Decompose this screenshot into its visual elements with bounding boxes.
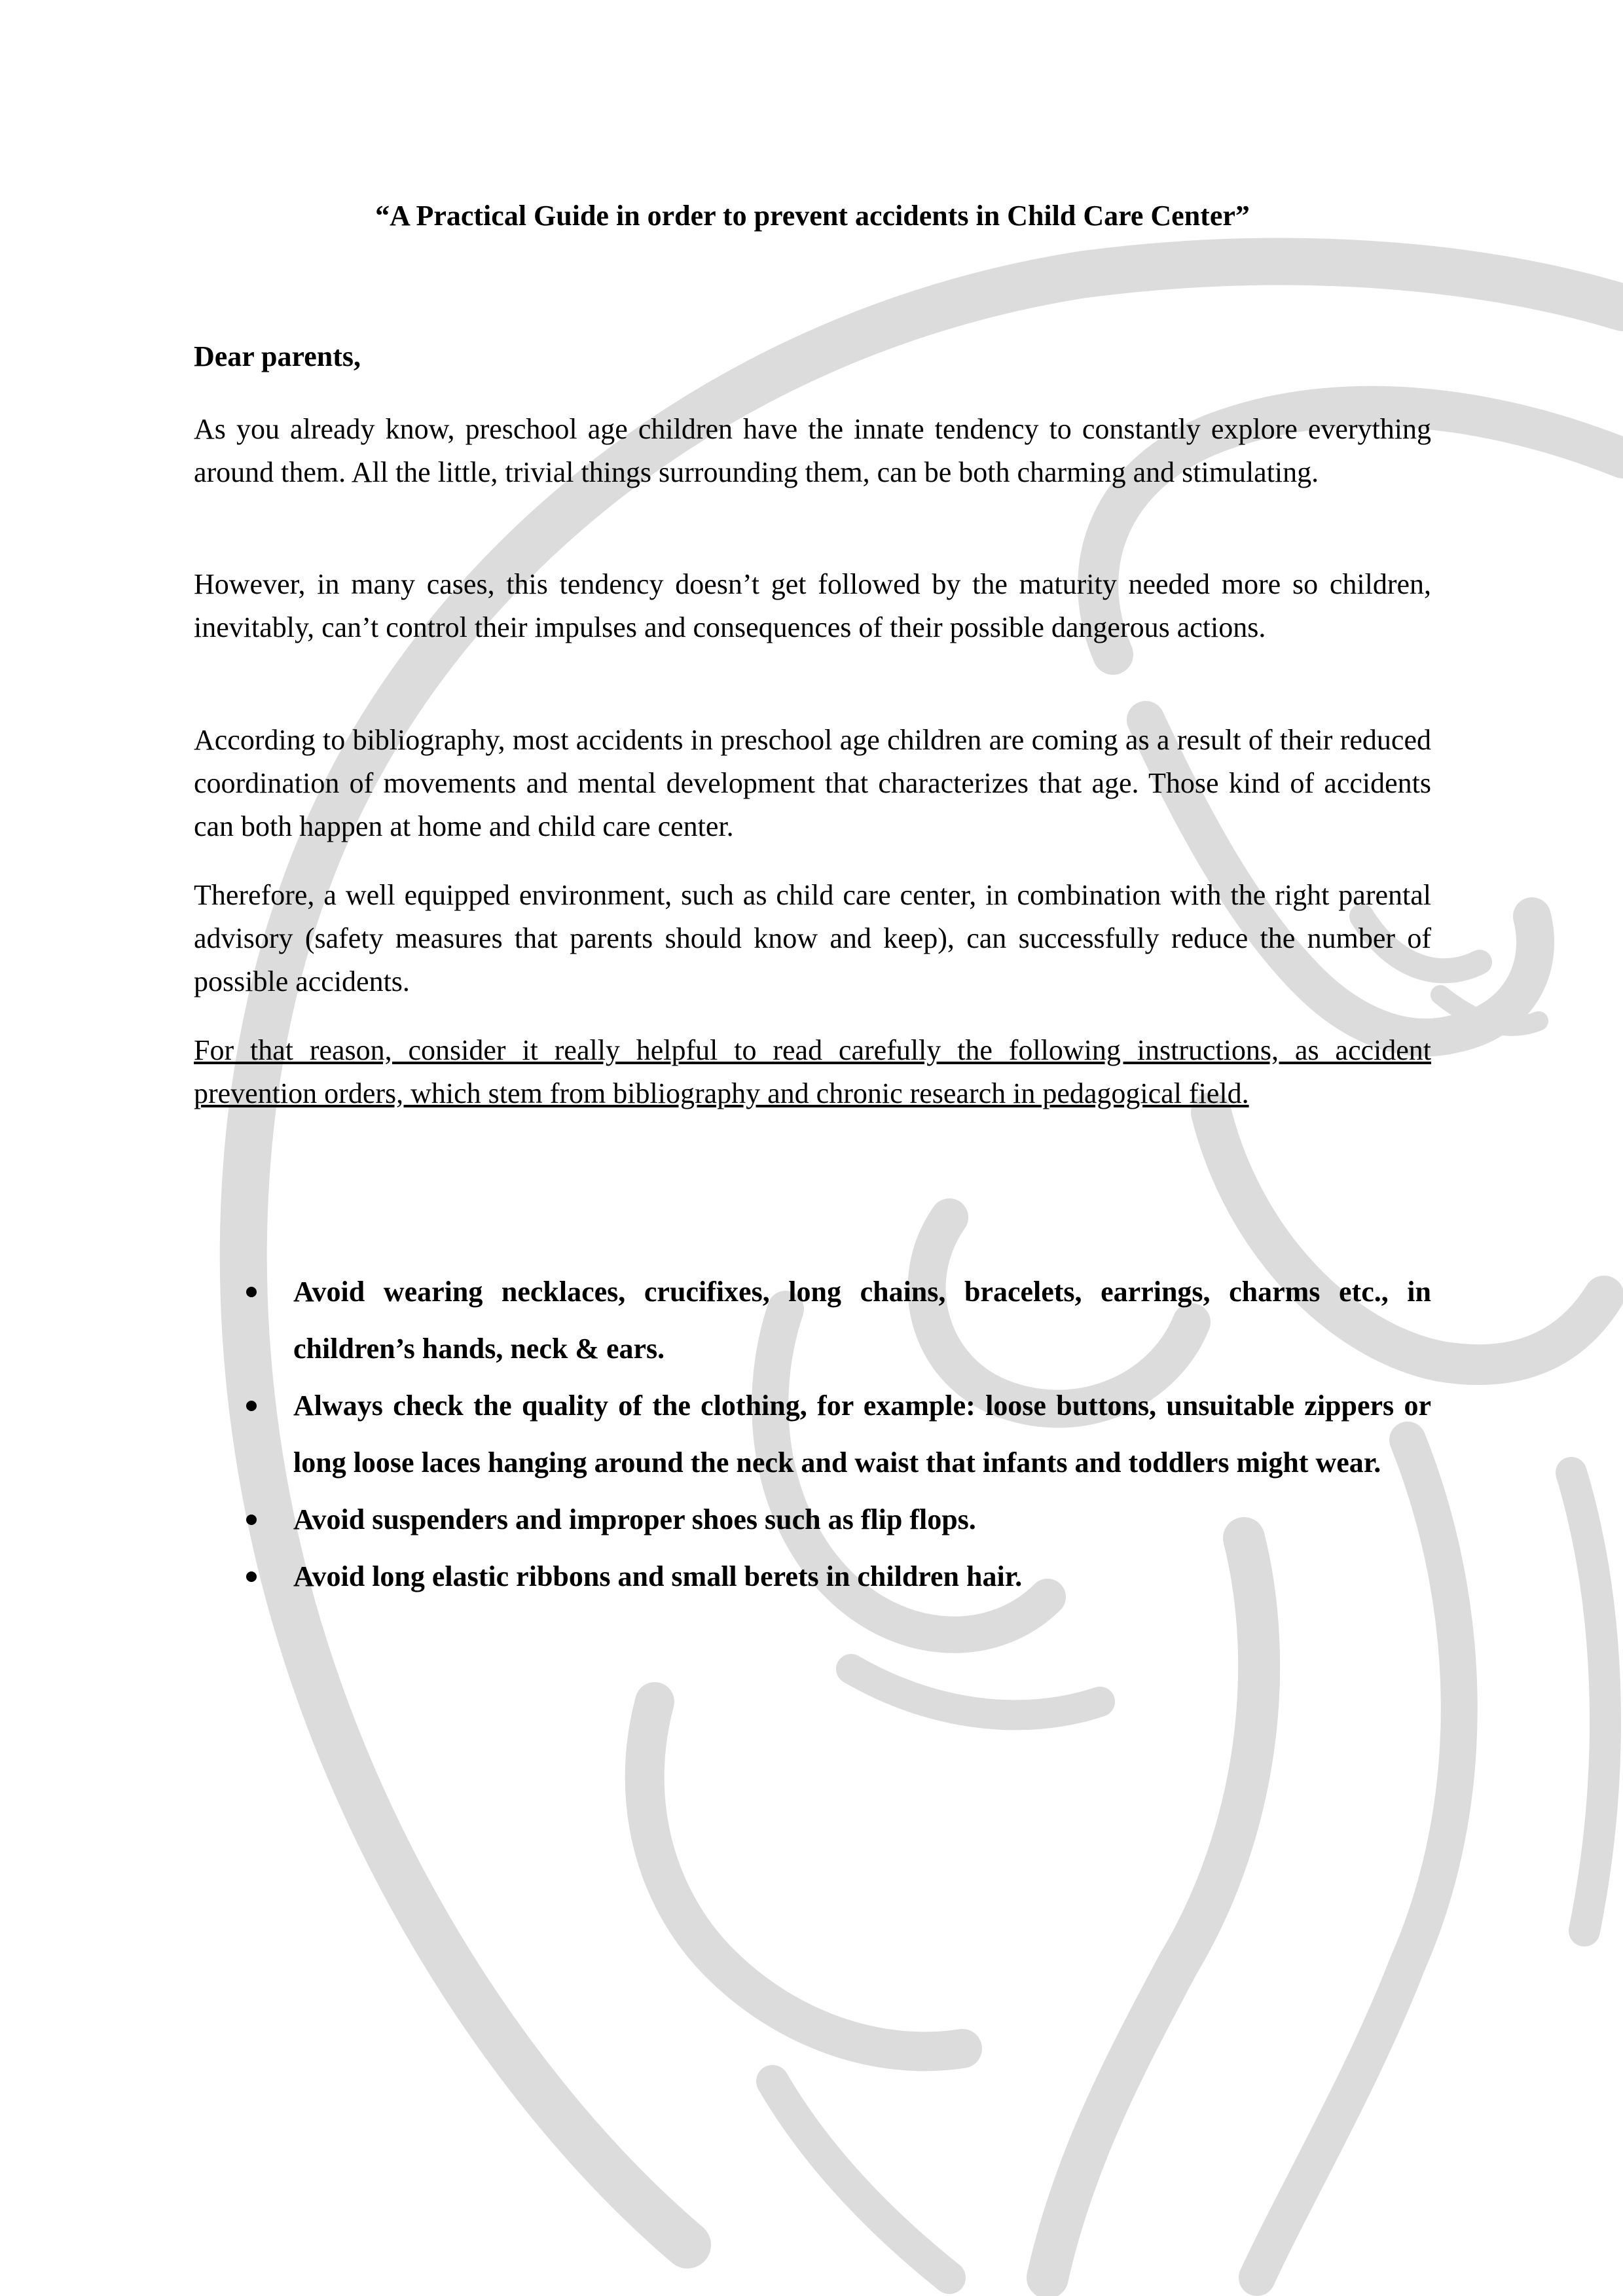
list-item	[194, 1377, 1431, 1491]
bullet-icon	[246, 1515, 257, 1525]
bullet-text: Avoid wearing necklaces, crucifixes, long chains, bracelets, earrings, charms etc., in children’s hands, neck & ears.	[293, 1276, 1431, 1365]
bullet-icon	[246, 1401, 257, 1411]
salutation: Dear parents,	[194, 340, 361, 372]
document-title: “A Practical Guide in order to prevent accidents in Child Care Center”	[375, 200, 1250, 232]
paragraph-tendency: However, in many cases, this tendency doesn’t get followed by the maturity needed more so children, inevitably, can’t control their impulses and consequences of their possible dangerous actions.	[194, 568, 1431, 643]
paragraph-environment: Therefore, a well equipped environment, such as child care center, in combination with the right parental advisory (safety measures that parents should know and keep), can successfully reduce the number of possible accidents.	[194, 879, 1431, 997]
bullet-text: Avoid suspenders and improper shoes such as flip flops.	[293, 1503, 976, 1535]
safety-bullet-list	[194, 1263, 1431, 1605]
bullet-icon	[246, 1287, 257, 1297]
bullet-icon	[246, 1571, 257, 1582]
list-item	[194, 1491, 1431, 1548]
paragraph-instructions-note: For that reason, consider it really helpful to read carefully the following instructions, as accident prevention orders, which stem from bibliography and chronic research in pedagogical field.	[194, 1034, 1431, 1109]
list-item	[194, 1548, 1431, 1605]
bullet-text: Avoid long elastic ribbons and small berets in children hair.	[293, 1560, 1023, 1592]
paragraph-intro: As you already know, preschool age children have the innate tendency to constantly explore everything around them. All the little, trivial things surrounding them, can be both charming and stimulating.	[194, 413, 1431, 488]
bullet-text: Always check the quality of the clothing, for example: loose buttons, unsuitable zippers or long loose laces hanging around the neck and waist that infants and toddlers might wear.	[293, 1390, 1431, 1479]
list-item	[194, 1263, 1431, 1377]
paragraph-bibliography: According to bibliography, most accidents in preschool age children are coming as a result of their reduced coordination of movements and mental development that characterizes that age. Those kind of accidents can both happen at home and child care center.	[194, 724, 1431, 842]
